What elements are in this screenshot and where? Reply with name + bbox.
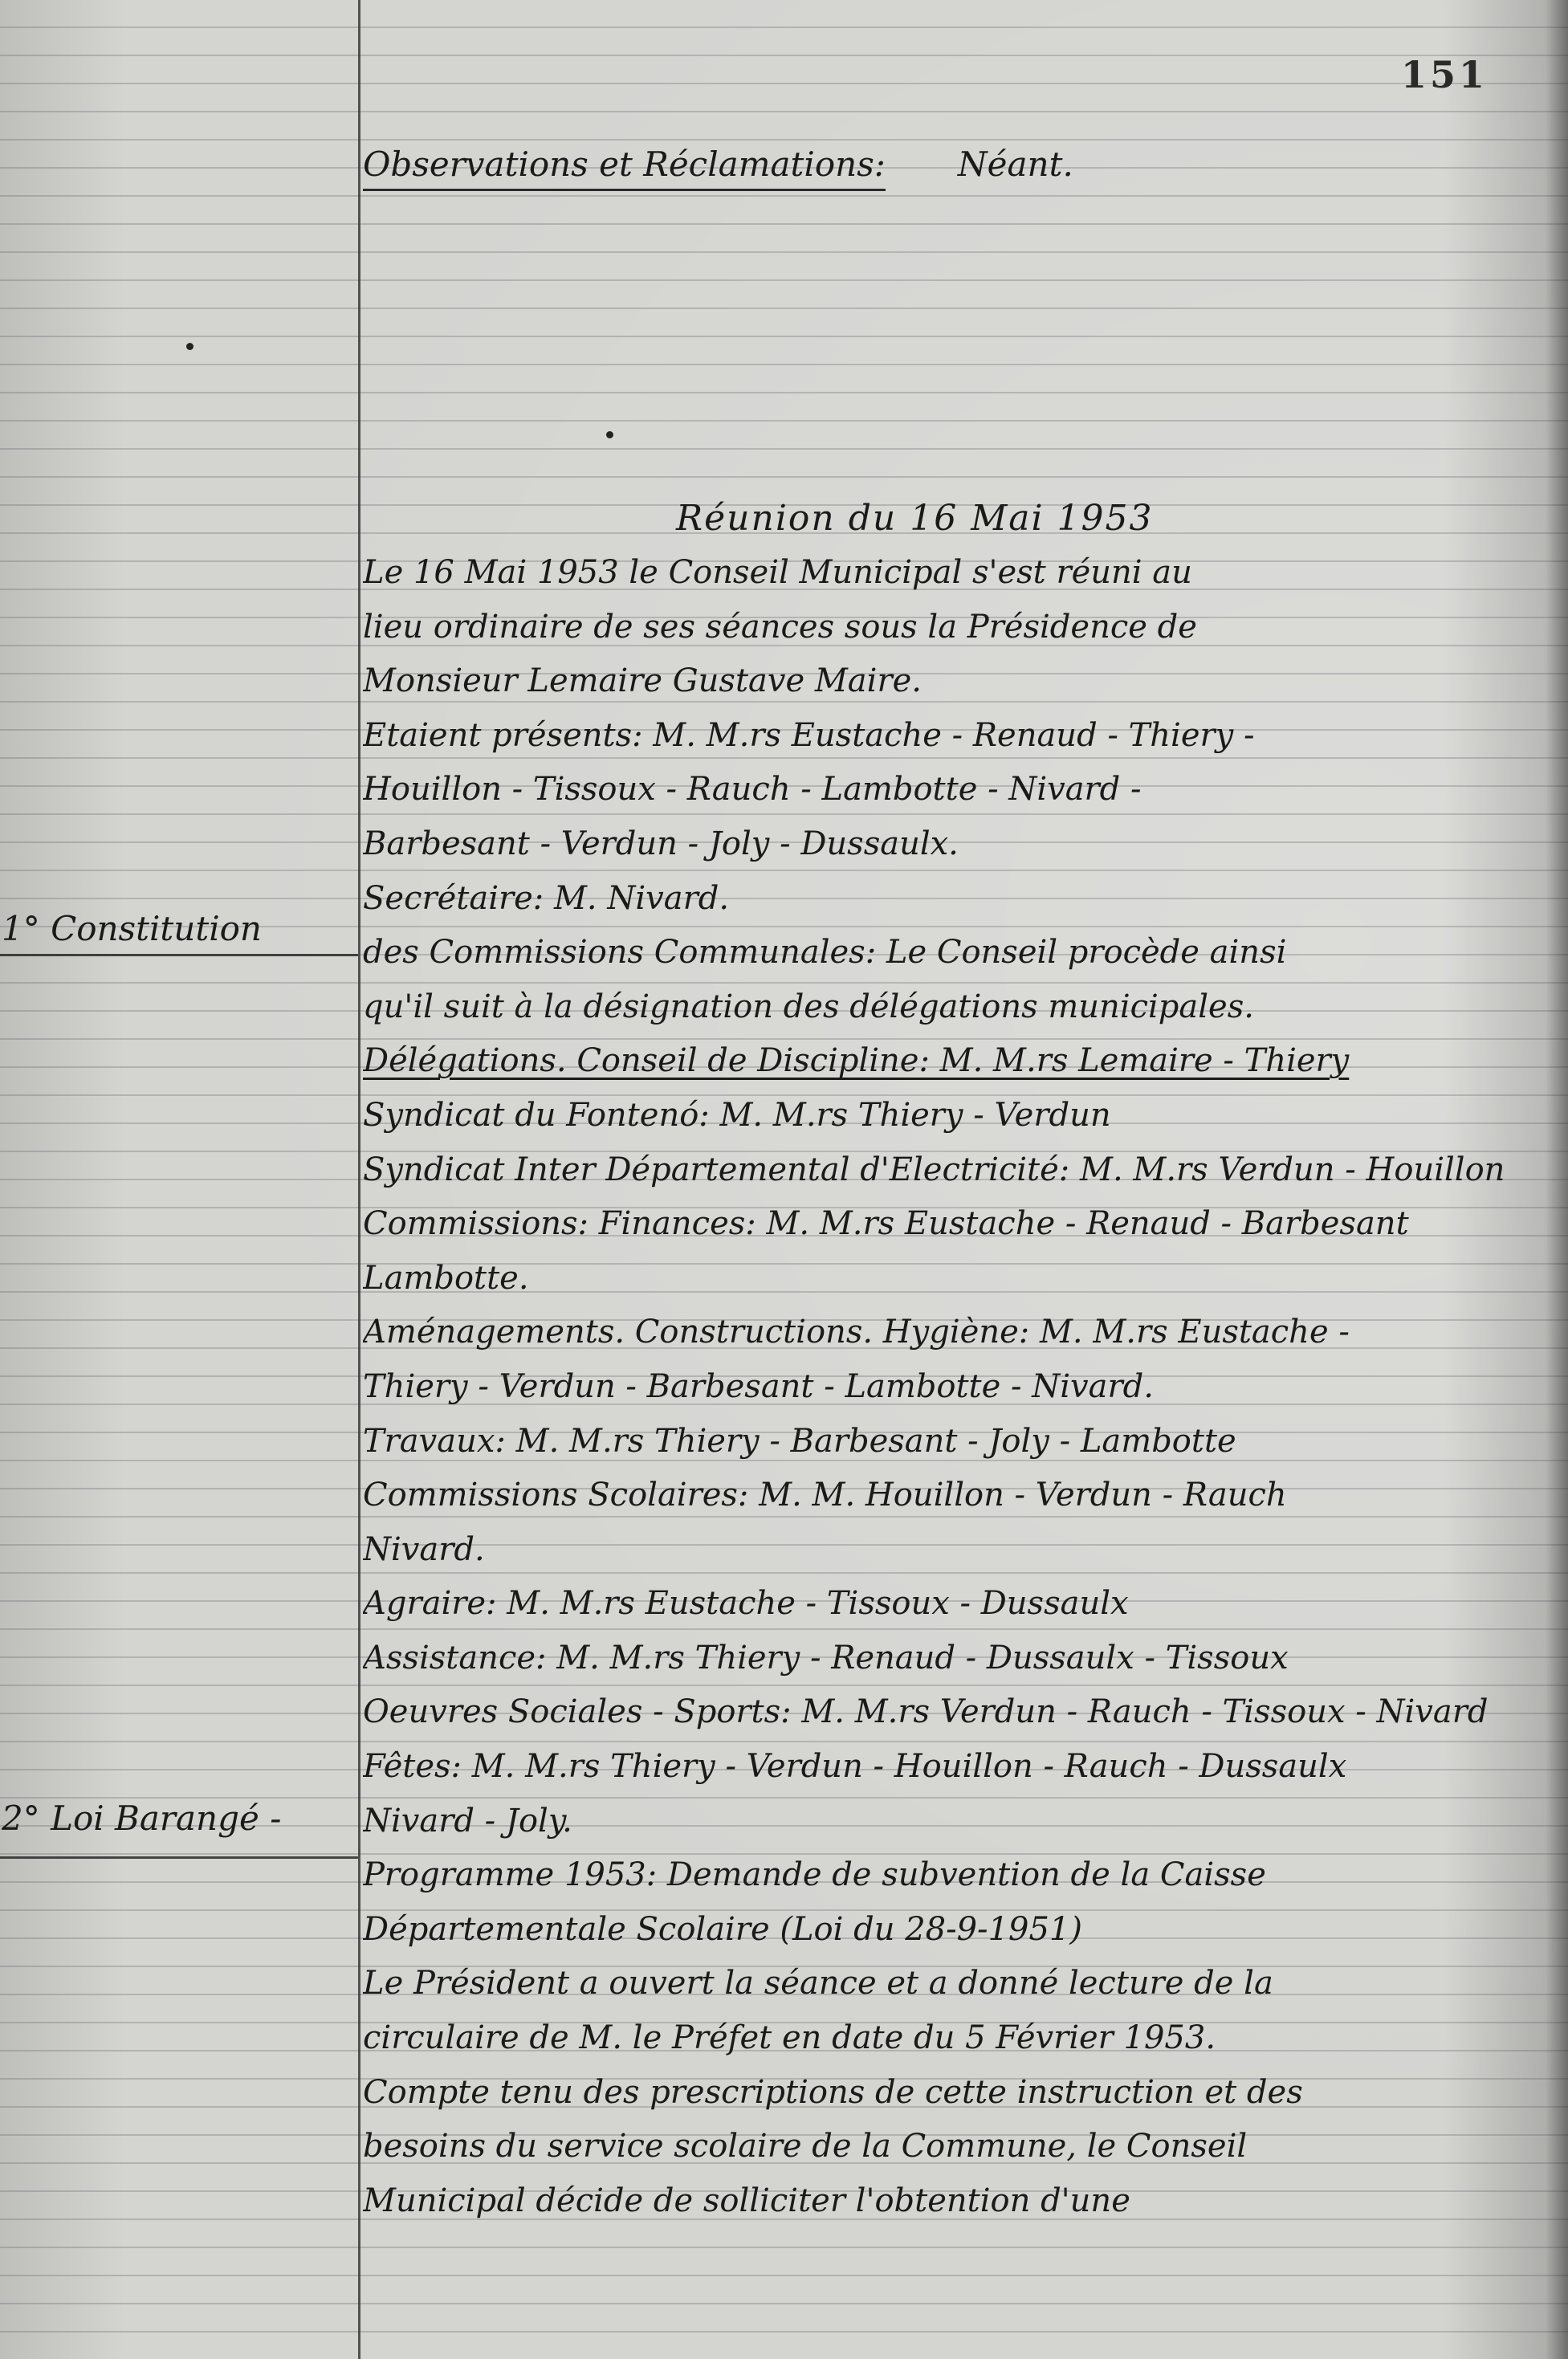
- minutes-line: Thiery - Verdun - Barbesant - Lambotte - Nivard.: [363, 1367, 1154, 1405]
- minutes-line: Etaient présents: M. M.rs Eustache - Renaud - Thiery -: [363, 716, 1255, 754]
- minutes-line: Commissions: Finances: M. M.rs Eustache - Renaud - Barbesant: [363, 1205, 1409, 1243]
- observations-value: Néant.: [957, 145, 1073, 184]
- minutes-line: Nivard - Joly.: [363, 1802, 572, 1840]
- minutes-line: Barbesant - Verdun - Joly - Dussaulx.: [363, 825, 959, 862]
- minutes-line: Délégations. Conseil de Discipline: M. M.rs Lemaire - Thiery: [363, 1042, 1350, 1080]
- minutes-line: Programme 1953: Demande de subvention de la Caisse: [363, 1856, 1266, 1894]
- ink-dot: [186, 343, 193, 350]
- minutes-line: Commissions Scolaires: M. M. Houillon - Verdun - Rauch: [363, 1477, 1287, 1514]
- margin-section-2: 2° Loi Barangé -: [2, 1799, 282, 1838]
- minutes-line: Départementale Scolaire (Loi du 28-9-1951): [363, 1910, 1082, 1948]
- minutes-body: [363, 546, 1551, 2228]
- minutes-line: Le 16 Mai 1953 le Conseil Municipal s'est réuni au: [363, 554, 1192, 591]
- ink-dot: [606, 431, 613, 438]
- minutes-line: Syndicat Inter Départemental d'Electricité: M. M.rs Verdun - Houillon: [363, 1151, 1505, 1188]
- margin-rule: [358, 0, 360, 2359]
- minutes-line: Municipal décide de solliciter l'obtention d'une: [363, 2182, 1130, 2219]
- minutes-line: Le Président a ouvert la séance et a donné lecture de la: [363, 1965, 1273, 2003]
- minutes-line: qu'il suit à la désignation des délégations municipales.: [363, 988, 1254, 1025]
- minutes-line: Syndicat du Fontenó: M. M.rs Thiery - Verdun: [363, 1096, 1111, 1134]
- minutes-line: Fêtes: M. M.rs Thiery - Verdun - Houillon - Rauch - Dussaulx: [363, 1748, 1347, 1786]
- minutes-line: Lambotte.: [363, 1259, 529, 1297]
- minutes-line: besoins du service scolaire de la Commune, le Conseil: [363, 2128, 1248, 2165]
- minutes-line: Secrétaire: M. Nivard.: [363, 879, 730, 917]
- meeting-title: Réunion du 16 Mai 1953: [676, 498, 1154, 539]
- minutes-line: des Commissions Communales: Le Conseil procède ainsi: [363, 934, 1287, 972]
- minutes-line: Travaux: M. M.rs Thiery - Barbesant - Joly - Lambotte: [363, 1422, 1236, 1460]
- observations-heading: [363, 145, 1073, 191]
- minutes-line: Compte tenu des prescriptions de cette instruction et des: [363, 2073, 1303, 2111]
- page-number: 151: [1400, 53, 1488, 96]
- minutes-line: Aménagements. Constructions. Hygiène: M. M.rs Eustache -: [363, 1314, 1350, 1351]
- minutes-line: Assistance: M. M.rs Thiery - Renaud - Dussaulx - Tissoux: [363, 1639, 1289, 1677]
- minutes-line: Nivard.: [363, 1530, 485, 1568]
- minutes-line: Agraire: M. M.rs Eustache - Tissoux - Dussaulx: [363, 1585, 1129, 1623]
- minutes-line: Monsieur Lemaire Gustave Maire.: [363, 662, 922, 700]
- margin-section-1: 1° Constitution: [2, 909, 262, 948]
- minutes-line: circulaire de M. le Préfet en date du 5 Février 1953.: [363, 2019, 1216, 2057]
- section-2-rule: [0, 1856, 358, 1859]
- minutes-line: Houillon - Tissoux - Rauch - Lambotte - Nivard -: [363, 771, 1142, 809]
- minutes-line: Oeuvres Sociales - Sports: M. M.rs Verdun - Rauch - Tissoux - Nivard: [363, 1693, 1489, 1731]
- section-1-rule: [0, 954, 358, 956]
- observations-label: Observations et Réclamations:: [363, 145, 886, 191]
- minutes-line: lieu ordinaire de ses séances sous la Présidence de: [363, 608, 1197, 646]
